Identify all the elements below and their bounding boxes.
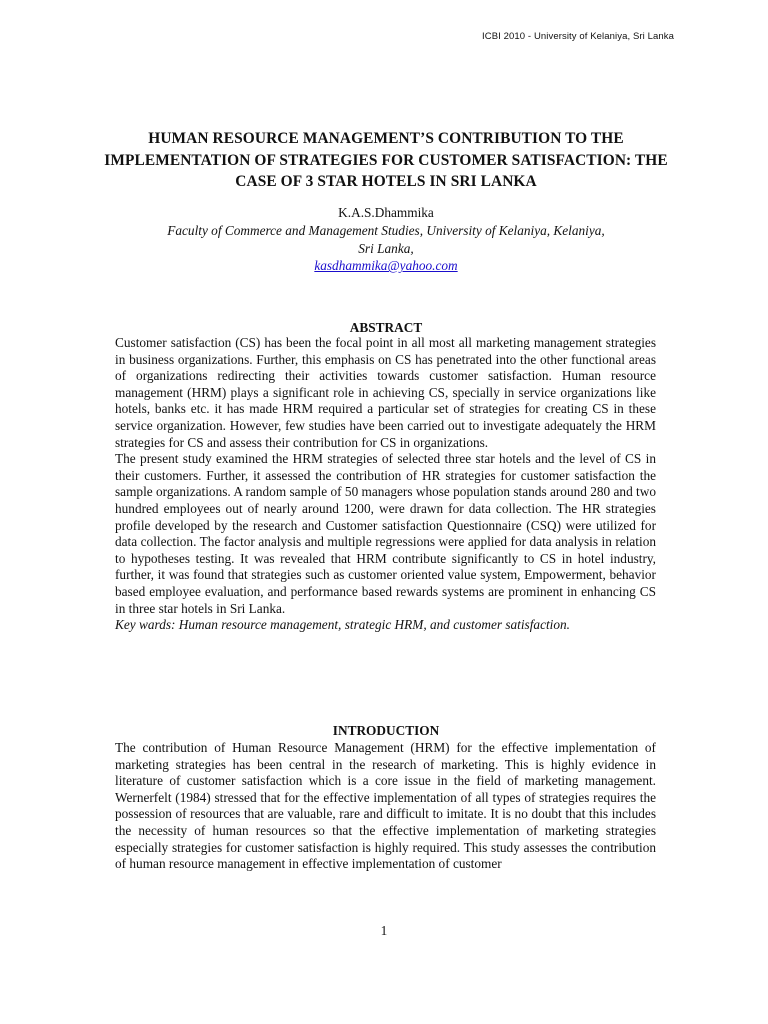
paper-title: HUMAN RESOURCE MANAGEMENT’S CONTRIBUTION TO THE IMPLEMENTATION OF STRATEGIES FOR CUSTOMER SATISFACTION: THE CASE OF 3 STAR HOTELS IN SRI LANKA bbox=[104, 130, 668, 190]
page-number: 1 bbox=[380, 923, 388, 938]
affiliation-line-2: Sri Lanka, bbox=[358, 240, 414, 256]
author-block bbox=[96, 204, 676, 275]
introduction-paragraph-1: The contribution of Human Resource Management (HRM) for the effective implementation of marketing strategies has been central in the research of marketing. This is highly evidence in literature of customer satisfaction which is a core issue in the field of marketing management. Wernerfelt (1984) stressed that for the effective implementation of all types of strategies requires the possession of resources that are valuable, rare and difficult to imitate. It is no doubt that this includes the necessity of human resources so that the effective implementation of marketing strategies especially strategies for customer satisfaction is highly required. This study assesses the contribution of human resource management in effective implementation of customer bbox=[115, 740, 656, 872]
introduction-body bbox=[115, 740, 656, 873]
keywords-line: Key wards: Human resource management, strategic HRM, and customer satisfaction. bbox=[115, 617, 570, 633]
abstract-paragraph-1: Customer satisfaction (CS) has been the focal point in all most all marketing management strategies in business organizations. Further, this emphasis on CS has penetrated into the other functional areas of organizations redirecting their activities towards customer satisfaction. Human resource management (HRM) plays a significant role in achieving CS, specially in service organizations like hotels, banks etc. it has made HRM required a particular set of strategies for creating CS in these service organization. However, few studies have been carried out to investigate adequately the HRM strategies for CS and assess their contribution for CS in organizations. bbox=[115, 335, 656, 450]
abstract-paragraph-2: The present study examined the HRM strategies of selected three star hotels and the level of CS in their customers. Further, it assessed the contribution of HR strategies for customer satisfaction the sample organizations. A random sample of 50 managers whose population stands around 280 and two hundred employees out of nearly around 1200, were drawn for data collection. The HR strategies profile developed by the research and Customer satisfaction Questionnaire (CSQ) were utilized for data collection. The factor analysis and multiple regressions were applied for data analysis in relation to hypotheses testing. It was revealed that HRM contribute significantly to CS in hotel industry, further, it was found that strategies such as customer oriented value system, Empowerment, behavior based employee evaluation, and performance based rewards systems are prominent in enhancing CS in three star hotels in Sri Lanka. bbox=[115, 451, 656, 616]
introduction-heading: INTRODUCTION bbox=[332, 723, 440, 738]
abstract-heading: ABSTRACT bbox=[349, 320, 423, 335]
running-header: ICBI 2010 - University of Kelaniya, Sri Lanka bbox=[482, 31, 674, 42]
affiliation-line-1: Faculty of Commerce and Management Studies, University of Kelaniya, Kelaniya, bbox=[167, 222, 605, 238]
author-email-link[interactable]: kasdhammika@yahoo.com bbox=[314, 258, 458, 274]
abstract-body bbox=[115, 335, 656, 634]
author-name: K.A.S.Dhammika bbox=[338, 205, 434, 220]
